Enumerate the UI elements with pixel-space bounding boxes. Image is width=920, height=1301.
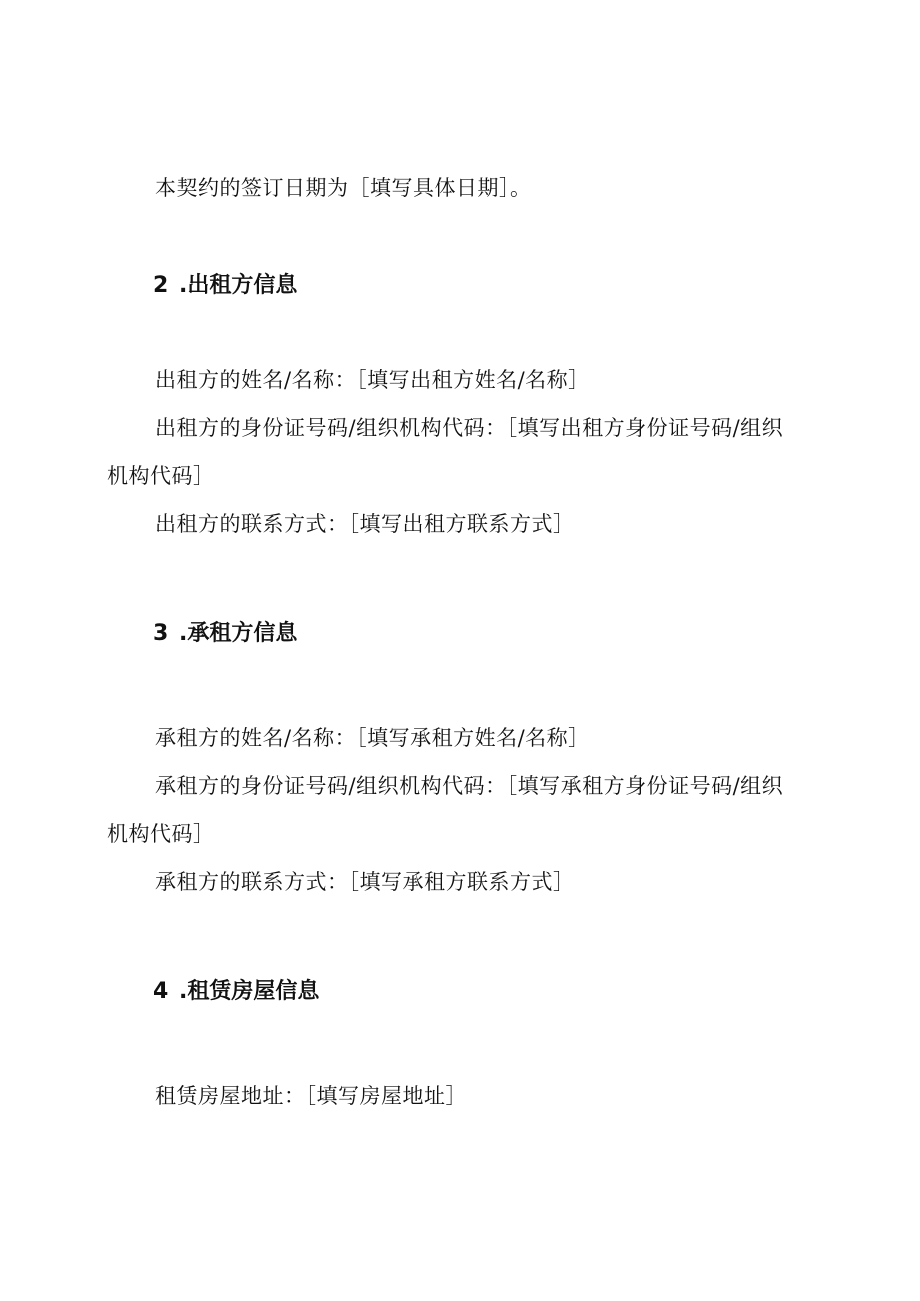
section-heading-lessee <box>153 620 297 648</box>
lessor-id-line-continued: 机构代码］ <box>107 464 215 488</box>
signing-date-paragraph: 本契约的签订日期为［填写具体日期］。 <box>155 176 532 200</box>
section-heading-property <box>153 978 319 1006</box>
section-number: 3 <box>153 621 169 646</box>
lessee-contact-line: 承租方的联系方式：［填写承租方联系方式］ <box>155 870 575 894</box>
section-number: 2 <box>153 273 169 298</box>
section-title: .出租方信息 <box>179 273 298 298</box>
section-number: 4 <box>153 979 169 1004</box>
lessor-id-line: 出租方的身份证号码/组织机构代码：［填写出租方身份证号码/组织 <box>155 416 784 440</box>
lessor-name-line: 出租方的姓名/名称：［填写出租方姓名/名称］ <box>155 368 590 392</box>
property-address-line: 租赁房屋地址：［填写房屋地址］ <box>155 1084 467 1108</box>
section-heading-lessor <box>153 272 297 300</box>
lessor-contact-line: 出租方的联系方式：［填写出租方联系方式］ <box>155 512 575 536</box>
section-title: .租赁房屋信息 <box>179 979 320 1004</box>
lessee-name-line: 承租方的姓名/名称：［填写承租方姓名/名称］ <box>155 726 590 750</box>
lessee-id-line-continued: 机构代码］ <box>107 822 215 846</box>
lessee-id-line: 承租方的身份证号码/组织机构代码：［填写承租方身份证号码/组织 <box>155 774 784 798</box>
section-title: .承租方信息 <box>179 621 298 646</box>
